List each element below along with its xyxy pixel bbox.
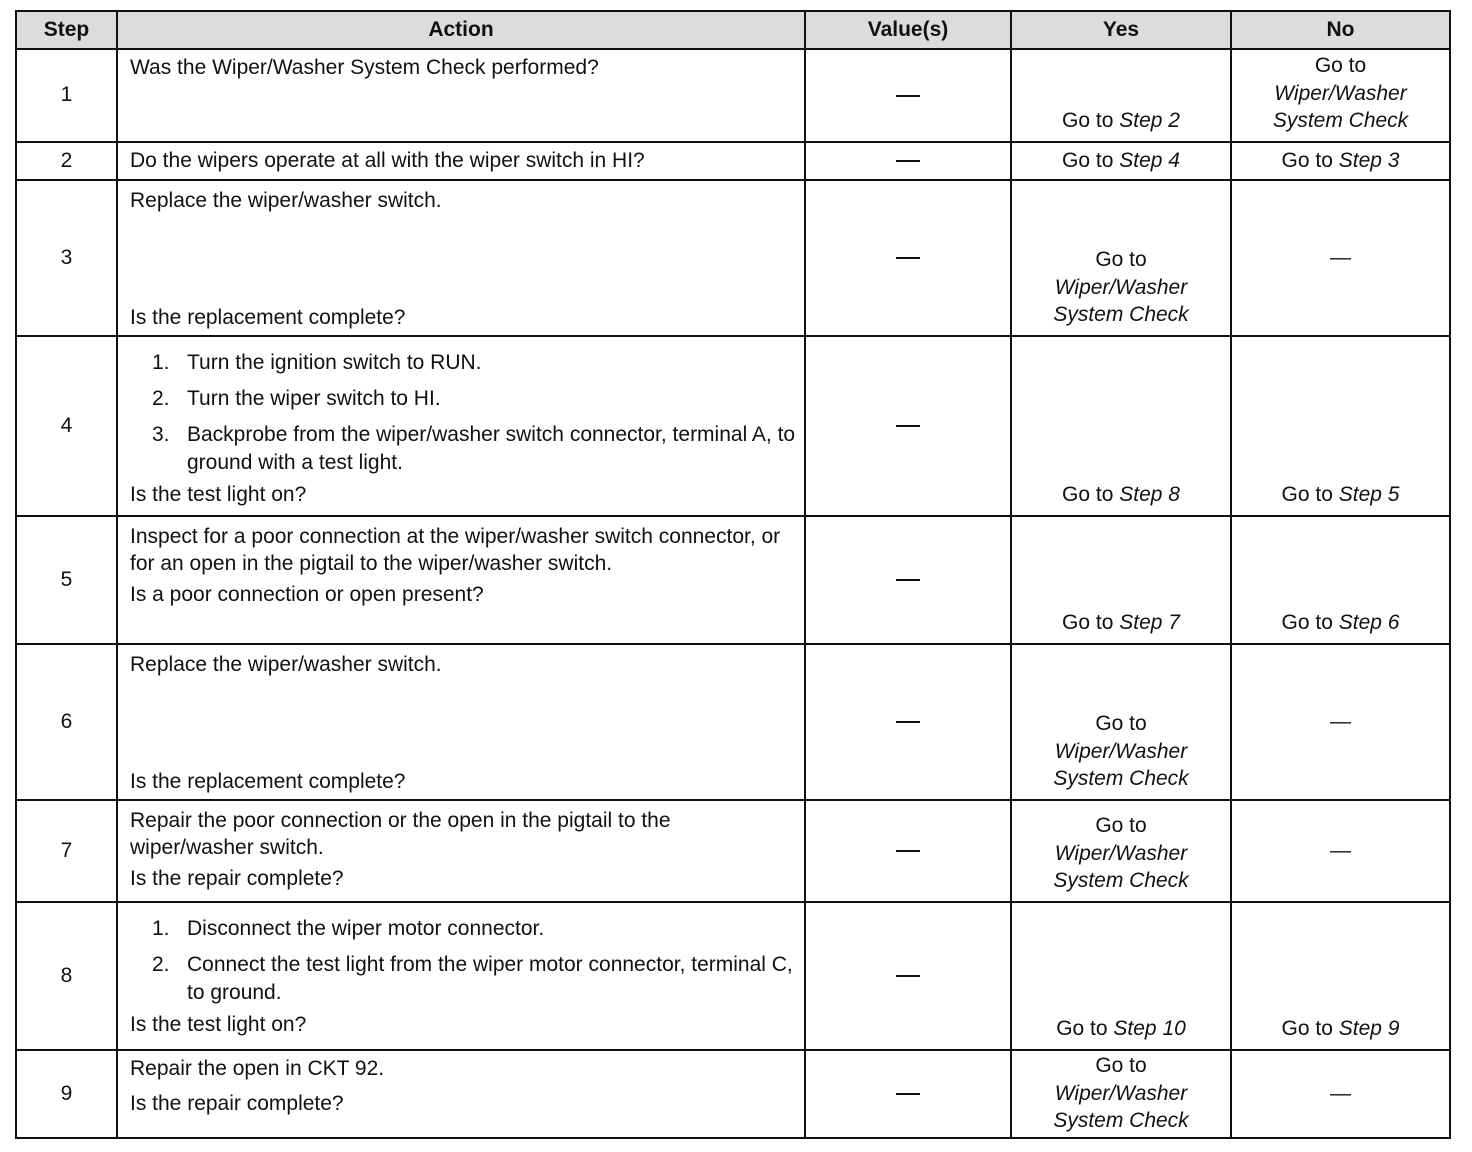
- table-row: [16, 1050, 1450, 1138]
- yes-prefix: Go to: [1095, 814, 1147, 837]
- no-cell: [1231, 49, 1450, 142]
- step-number: 9: [16, 1050, 117, 1138]
- header-action: Action: [117, 11, 805, 49]
- no-cell: [1231, 142, 1450, 180]
- table-row: [16, 516, 1450, 644]
- em-dash: [896, 425, 920, 427]
- action-text: Was the Wiper/Washer System Check performed?: [130, 56, 599, 79]
- list-item: 3. Backprobe from the wiper/washer switch connector, terminal A, to ground with a test light.: [152, 422, 796, 474]
- step-number: 3: [16, 180, 117, 336]
- action-cell: [117, 142, 805, 180]
- yes-cell: [1011, 1050, 1231, 1138]
- list-item: 1. Turn the ignition switch to RUN.: [152, 350, 482, 374]
- yes-target-link[interactable]: Step 4: [1119, 148, 1180, 172]
- step-number: 2: [16, 142, 117, 180]
- value-cell: [805, 336, 1011, 516]
- action-question: Is the test light on?: [130, 482, 307, 506]
- value-cell: [805, 180, 1011, 336]
- yes-target-link[interactable]: Wiper/Washer System Check: [1053, 841, 1189, 892]
- no-prefix: Go to: [1314, 54, 1367, 77]
- header-row: [16, 11, 1450, 49]
- step-number: 7: [16, 800, 117, 902]
- em-dash: [896, 1093, 920, 1095]
- step-number: 6: [16, 644, 117, 800]
- yes-prefix: Go to: [1062, 109, 1114, 132]
- action-text: Replace the wiper/washer switch.: [130, 652, 442, 676]
- action-text: Do the wipers operate at all with the wiper switch in HI?: [130, 148, 645, 172]
- list-item: 2. Turn the wiper switch to HI.: [152, 386, 441, 410]
- yes-cell: [1011, 516, 1231, 644]
- action-question: Is the repair complete?: [130, 1091, 344, 1115]
- no-cell: —: [1231, 1050, 1450, 1138]
- value-cell: [805, 902, 1011, 1050]
- no-target-link[interactable]: Step 9: [1338, 1017, 1400, 1040]
- yes-prefix: Go to: [1062, 483, 1114, 506]
- yes-target-link[interactable]: Step 7: [1119, 611, 1180, 634]
- yes-target-link[interactable]: Wiper/Washer System Check: [1053, 275, 1189, 326]
- step-number: 1: [16, 49, 117, 142]
- list-item: 2. Connect the test light from the wiper motor connector, terminal C, to ground.: [152, 952, 793, 1004]
- no-cell: [1231, 902, 1450, 1050]
- yes-target-link[interactable]: Step 8: [1119, 483, 1180, 506]
- yes-target-link[interactable]: Step 10: [1113, 1017, 1186, 1040]
- header-step: Step: [16, 11, 117, 49]
- action-text: Inspect for a poor connection at the wiper/washer switch connector, or for an open in the pigtail to the wiper/washer switch.: [130, 524, 781, 575]
- em-dash: [896, 95, 920, 97]
- no-cell: —: [1231, 800, 1450, 902]
- action-cell: [117, 336, 805, 516]
- diagnostic-table: [15, 10, 1451, 1139]
- yes-prefix: Go to: [1062, 148, 1114, 172]
- step-number: 8: [16, 902, 117, 1050]
- no-prefix: Go to: [1281, 611, 1333, 634]
- yes-cell: [1011, 902, 1231, 1050]
- action-cell: [117, 644, 805, 800]
- table-row: [16, 644, 1450, 800]
- list-item: 1. Disconnect the wiper motor connector.: [152, 916, 545, 940]
- action-question: Is the replacement complete?: [130, 305, 406, 329]
- no-cell: —: [1231, 180, 1450, 336]
- yes-target-link[interactable]: Wiper/Washer System Check: [1053, 739, 1189, 790]
- value-cell: [805, 516, 1011, 644]
- action-cell: [117, 1050, 805, 1138]
- em-dash: [896, 160, 920, 162]
- table-row: [16, 180, 1450, 336]
- no-prefix: Go to: [1281, 1017, 1333, 1040]
- table-row: [16, 142, 1450, 180]
- value-cell: [805, 644, 1011, 800]
- no-prefix: Go to: [1281, 148, 1333, 172]
- table-row: [16, 800, 1450, 902]
- yes-prefix: Go to: [1095, 248, 1147, 271]
- procedure-list: [130, 915, 796, 1007]
- yes-prefix: Go to: [1095, 712, 1147, 735]
- yes-prefix: Go to: [1062, 611, 1114, 634]
- action-question: Is a poor connection or open present?: [130, 582, 484, 606]
- yes-target-link[interactable]: Step 2: [1119, 109, 1180, 132]
- header-yes: Yes: [1011, 11, 1231, 49]
- action-question: Is the test light on?: [130, 1012, 307, 1036]
- value-cell: [805, 49, 1011, 142]
- em-dash: [896, 257, 920, 259]
- no-cell: —: [1231, 644, 1450, 800]
- yes-cell: [1011, 49, 1231, 142]
- no-target-link[interactable]: Step 5: [1338, 483, 1400, 506]
- table-row: [16, 49, 1450, 142]
- action-text: Repair the poor connection or the open in the pigtail to the wiper/washer switch.: [130, 808, 671, 859]
- em-dash: [896, 579, 920, 581]
- step-number: 4: [16, 336, 117, 516]
- no-target-link[interactable]: Step 3: [1338, 148, 1400, 172]
- action-text: Repair the open in CKT 92.: [130, 1056, 385, 1080]
- no-target-link[interactable]: Step 6: [1338, 611, 1400, 634]
- step-number: 5: [16, 516, 117, 644]
- action-cell: [117, 902, 805, 1050]
- value-cell: [805, 142, 1011, 180]
- procedure-list: [130, 349, 796, 477]
- em-dash: [896, 850, 920, 852]
- yes-cell: [1011, 142, 1231, 180]
- yes-cell: [1011, 800, 1231, 902]
- yes-cell: [1011, 336, 1231, 516]
- em-dash: [896, 975, 920, 977]
- no-target-link[interactable]: Wiper/Washer System Check: [1272, 81, 1409, 132]
- table-row: [16, 902, 1450, 1050]
- header-no: No: [1231, 11, 1450, 49]
- yes-target-link[interactable]: Wiper/Washer System Check: [1053, 1081, 1189, 1132]
- action-question: Is the replacement complete?: [130, 769, 406, 793]
- action-cell: [117, 180, 805, 336]
- action-cell: [117, 800, 805, 902]
- yes-cell: [1011, 180, 1231, 336]
- value-cell: [805, 800, 1011, 902]
- no-prefix: Go to: [1281, 483, 1333, 506]
- no-cell: [1231, 336, 1450, 516]
- yes-cell: [1011, 644, 1231, 800]
- yes-prefix: Go to: [1095, 1054, 1147, 1077]
- no-cell: [1231, 516, 1450, 644]
- action-cell: [117, 49, 805, 142]
- table-row: [16, 336, 1450, 516]
- action-cell: [117, 516, 805, 644]
- yes-prefix: Go to: [1056, 1017, 1108, 1040]
- action-question: Is the repair complete?: [130, 866, 344, 890]
- em-dash: [896, 721, 920, 723]
- header-values: Value(s): [805, 11, 1011, 49]
- action-text: Replace the wiper/washer switch.: [130, 188, 442, 212]
- value-cell: [805, 1050, 1011, 1138]
